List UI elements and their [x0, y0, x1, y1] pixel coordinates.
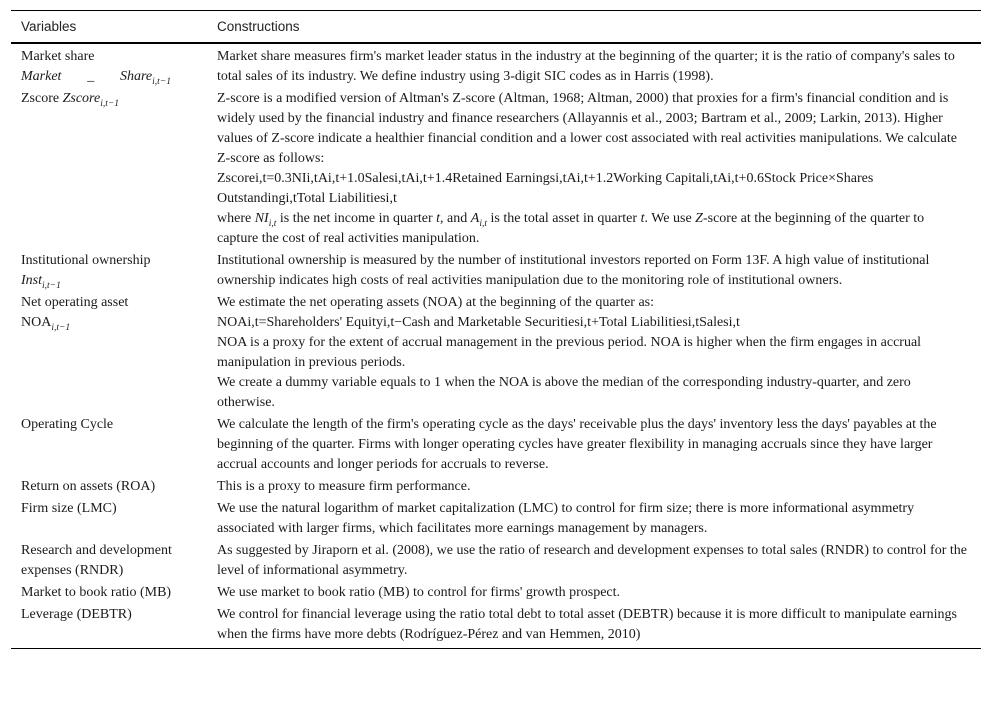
table-row — [11, 415, 981, 475]
variable-name: Institutional ownership — [21, 253, 151, 268]
table-row — [11, 477, 981, 497]
variable-symbol: Zscore$_{i,t-1}$ — [62, 91, 120, 109]
construction-cell: As suggested by Jiraporn et al. (2008), we use the ratio of research and development expenses to total sales (RNDR) to control for the level of informational asymmetry. — [217, 543, 967, 578]
construction-cell — [207, 293, 981, 413]
table-header — [11, 11, 981, 42]
noa-formula: NOAi,t=Shareholders' Equityi,t−Cash and Marketable Securitiesi,t+Total Liabilitiesi,tSalesi,t — [217, 315, 740, 330]
construction-cell: Market share measures firm's market leader status in the industry at the beginning of the quarter; it is the ratio of company's sales to total sales of its industry. We define industry using 3-digit SIC codes as in Harris (1998). — [217, 49, 955, 84]
table-bottom-rule — [11, 648, 981, 649]
table-row — [11, 499, 981, 539]
construction-cell: We calculate the length of the firm's operating cycle as the days' receivable plus the days' inventory less the days' payables at the beginning of the quarter. Firms with longer operating cycles have greater flexibility in managing accruals since they have larger accrual accounts and longer periods for accruals to reverse. — [217, 417, 937, 472]
construction-cell: We control for financial leverage using the ratio total debt to total asset (DEBTR) because it is more difficult to manipulate earnings when the firms have more debts (Rodríguez-Pérez and van Hemmen, 2010) — [217, 607, 957, 642]
zscore-formula: Zscorei,t=0.3NIi,tAi,t+1.0Salesi,tAi,t+1.4Retained Earningsi,tAi,t+1.2Working Capitali,tAi,t+0.6Stock Price×Shares Outstandingi,tTotal Liabilitiesi,t — [217, 171, 874, 206]
variable-cell — [11, 89, 207, 249]
variable-cell — [11, 251, 207, 291]
table-row — [11, 583, 981, 603]
construction-paragraph: where $NI_{i,t}$ is the net income in quarter t, and $A_{i,t}$ is the total asset in quarter t. We use Z-score at the beginning of the quarter to capture the cost of real activities manipulation. — [217, 211, 925, 246]
construction-cell: We use the natural logarithm of market capitalization (LMC) to control for firm size; there is more informational asymmetry associated with larger firms, which facilitates more earnings management by managers. — [217, 501, 915, 536]
table-body — [11, 44, 981, 648]
table-row — [11, 293, 981, 413]
variable-cell: Return on assets (ROA) — [21, 479, 156, 494]
table-row — [11, 541, 981, 581]
header-constructions: Constructions — [217, 19, 300, 34]
construction-paragraph: We create a dummy variable equals to 1 when the NOA is above the median of the corresponding industry-quarter, and zero otherwise. — [217, 375, 911, 410]
construction-cell: This is a proxy to measure firm performance. — [217, 479, 471, 494]
variable-cell: Firm size (LMC) — [21, 501, 117, 516]
table-row — [11, 251, 981, 291]
construction-paragraph: Z-score is a modified version of Altman's Z-score (Altman, 1968; Altman, 2000) that proxies for a firm's financial condition and is widely used by the financial industry and finance researchers (Allayannis et al., 2003; Bartram et al., 2009; Larkin, 2013). Higher values of Z-score indicate a healthier financial condition and a lower cost associated with real activities manipulations. We calculate Z-score as follows: — [217, 91, 957, 166]
variable-name: Net operating asset — [21, 295, 129, 310]
variable-cell: Market to book ratio (MB) — [21, 585, 172, 600]
table-row — [11, 89, 981, 249]
variable-name: Zscore — [21, 91, 60, 106]
construction-cell: Institutional ownership is measured by the number of institutional investors reported on Form 13F. A high value of institutional ownership indicates high costs of real activities manipulation due to the monitoring role of institutional owners. — [217, 253, 930, 288]
variable-symbol: Market _ Share$_{i,t-1}$ — [21, 69, 171, 87]
variable-symbol: Inst$_{i,t-1}$ — [21, 273, 61, 291]
construction-paragraph: We estimate the net operating assets (NOA) at the beginning of the quarter as: — [217, 295, 655, 310]
variable-name: Market share — [21, 49, 95, 64]
construction-cell: We use market to book ratio (MB) to control for firms' growth prospect. — [217, 585, 621, 600]
construction-paragraph: NOA is a proxy for the extent of accrual management in the previous period. NOA is higher when the firm engages in accrual manipulation in previous periods. — [217, 335, 922, 370]
variable-cell — [11, 293, 207, 413]
variable-symbol: $NOA_{i,t-1}$ — [21, 315, 71, 333]
variables-table — [11, 10, 981, 649]
variable-cell — [11, 47, 207, 87]
construction-cell — [207, 89, 981, 249]
variable-cell: Research and development expenses (RNDR) — [21, 543, 172, 578]
table-row — [11, 605, 981, 645]
variable-cell: Leverage (DEBTR) — [21, 607, 132, 622]
variable-cell: Operating Cycle — [21, 417, 114, 432]
table-row — [11, 47, 981, 87]
header-variables: Variables — [21, 19, 77, 34]
